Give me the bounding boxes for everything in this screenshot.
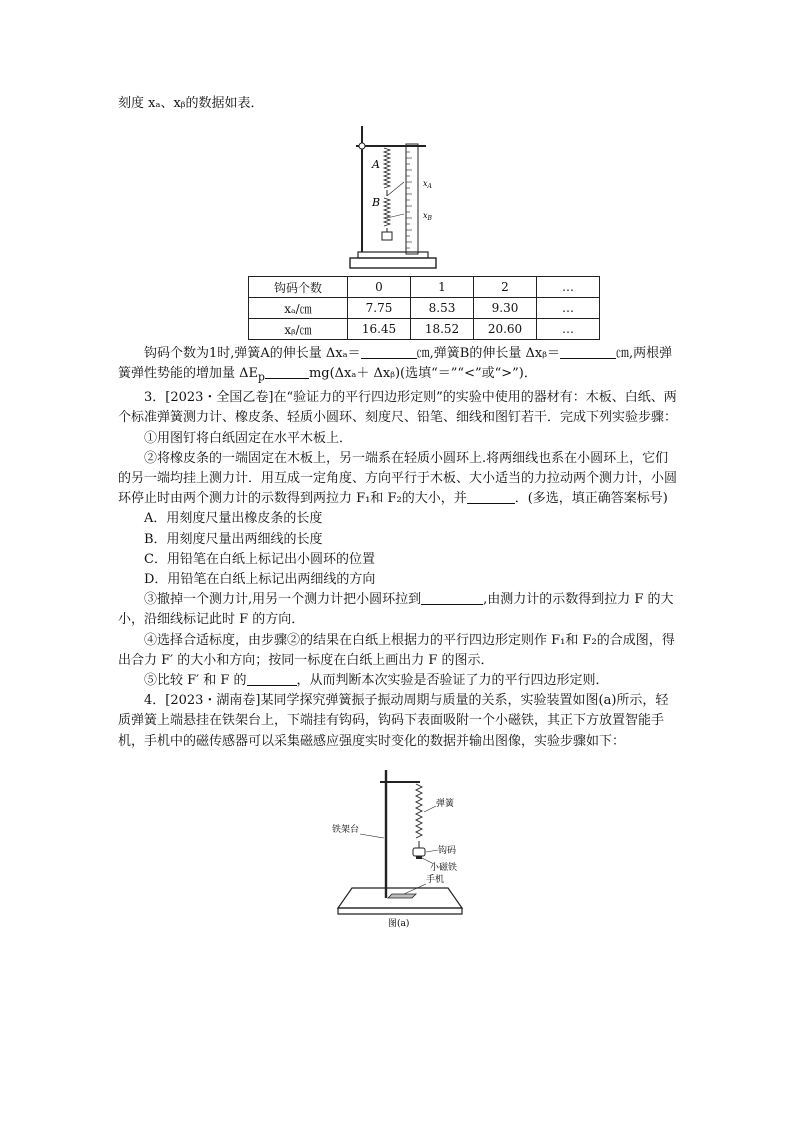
table-row: xᵦ/㎝ 16.45 18.52 20.60 …: [249, 319, 600, 340]
q3-step5: ⑤比较 F′ 和 F 的 ，从而判断本次实验是否验证了力的平行四边形定则．: [144, 673, 609, 689]
answer-blank[interactable]: [265, 365, 309, 379]
table-row: xₐ/㎝ 7.75 8.53 9.30 …: [249, 298, 600, 319]
figure-caption: 图(a): [388, 918, 410, 929]
q3-step3: ③撤掉一个测力计,用另一个测力计把小圆环拉到 ,由测力计的示数得到拉力 F 的大小，沿细线标记此时 F 的方向．: [118, 592, 674, 628]
svg-text:xA: [423, 179, 433, 190]
label-xb: x: [423, 211, 428, 221]
data-table: [248, 276, 600, 340]
answer-blank[interactable]: [421, 591, 483, 605]
q2-line: 钩码个数为1时,弹簧A的伸长量 Δxₐ＝ ㎝,弹簧B的伸长量 Δxᵦ＝ ㎝,两根弹簧弹性势能的增加量 $\Delta E_p$ mg(Δxₐ＋ Δxᵦ)(选填“＝”“<”或“>”)．: [118, 346, 673, 384]
answer-blank[interactable]: [467, 490, 515, 504]
table-row: 钩码个数 0 1 2 …: [249, 277, 600, 298]
label-a: A: [372, 158, 380, 172]
label-magnet: 小磁铁: [430, 862, 458, 873]
intro-line: 刻度 xₐ、xᵦ的数据如表．: [118, 96, 264, 111]
spring-ruler-figure: [348, 122, 448, 272]
label-xa-sub: A: [427, 183, 432, 191]
answer-blank[interactable]: [560, 345, 616, 359]
svg-text:xB: [423, 211, 433, 222]
q3-option-b: B．用刻度尺量出两细线的长度: [144, 531, 323, 547]
label-stand: 铁架台: [332, 824, 360, 835]
label-b: B: [372, 196, 381, 210]
q4-intro: 4．[2023・湖南卷]某同学探究弹簧振子振动周期与质量的关系，实验装置如图(a)所示，轻质弹簧上端悬挂在铁架台上，下端挂有钩码，钩码下表面吸附一个小磁铁，其正下方放置智能手机，手机中的磁传感器可以采集磁感应强度实时变化的数据并输出图像，实验步骤如下：: [118, 693, 669, 749]
q3-step4: ④选择合适标度，由步骤②的结果在白纸上根据力的平行四边形定则作 F₁和 F₂的合成图，得出合力 F′ 的大小和方向；按同一标度在白纸上画出力 F 的图示．: [118, 632, 675, 668]
document-page: [118, 94, 678, 930]
label-phone: 手机: [426, 874, 445, 885]
label-xa: x: [423, 179, 428, 189]
label-xb-sub: B: [427, 215, 432, 223]
answer-blank[interactable]: [361, 345, 417, 359]
q3-step2: ②将橡皮条的一端固定在木板上，另一端系在轻质小圆环上.将两细线也系在小圆环上，它们的另一端均挂上测力计．用互成一定角度、方向平行于木板、大小适当的力拉动两个测力计，小圆环停止时由两个测力计的示数得到两拉力 F₁和 F₂的大小，并 ．(多选，填正确答案标号): [118, 450, 678, 507]
q3-option-c: C．用铅笔在白纸上标记出小圆环的位置: [144, 551, 375, 567]
label-weight: 钩码: [438, 845, 457, 856]
q3-step1: ①用图钉将白纸固定在水平木板上．: [144, 430, 353, 446]
label-spring: 弹簧: [436, 798, 455, 809]
oscillator-figure: [330, 760, 480, 930]
q3-option-a: A．用刻度尺量出橡皮条的长度: [144, 511, 323, 527]
q3-option-d: D．用铅笔在白纸上标记出两细线的方向: [144, 572, 376, 588]
q3-intro: 3．[2023・全国乙卷]在“验证力的平行四边形定则”的实验中使用的器材有：木板、白纸、两个标准弹簧测力计、橡皮条、轻质小圆环、刻度尺、铅笔、细线和图钉若干．完成下列实验步骤：: [118, 390, 678, 426]
answer-blank[interactable]: [247, 672, 297, 686]
